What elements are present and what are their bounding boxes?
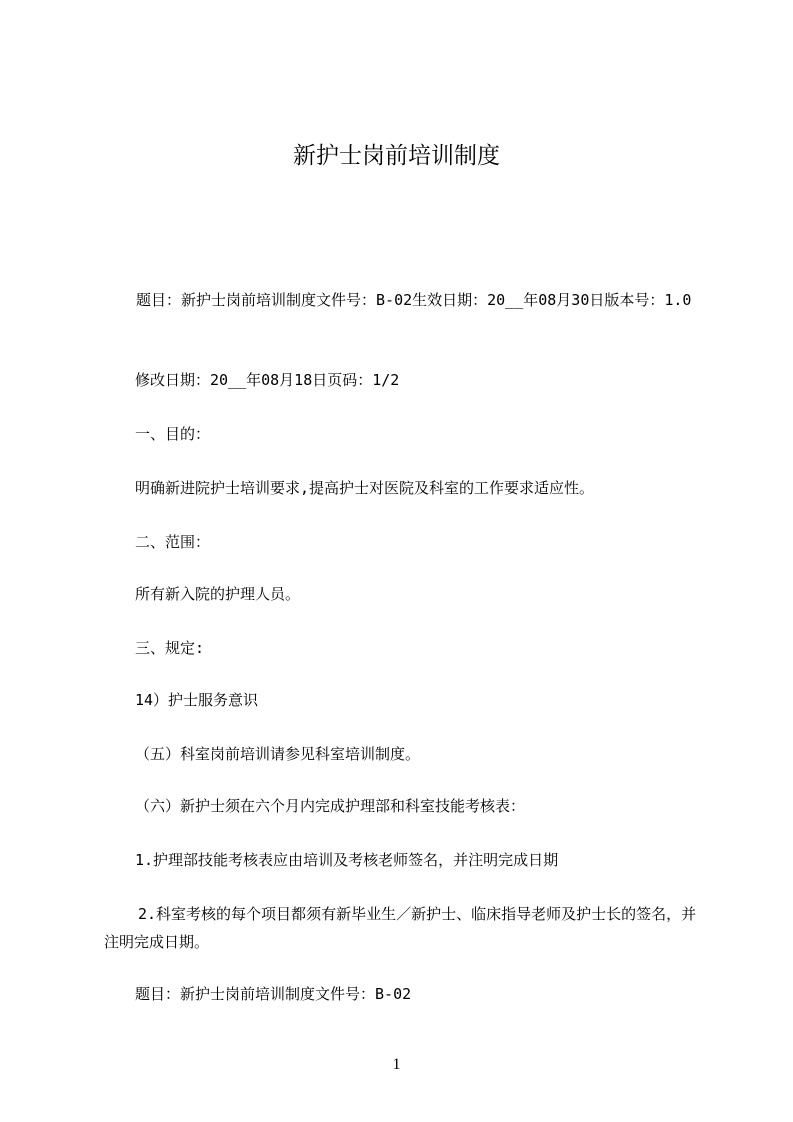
scope-text: 所有新入院的护理人员。 — [135, 585, 301, 603]
rule-item-14: 14）护士服务意识 — [135, 691, 259, 709]
rule-subitem-1: 1.护理部技能考核表应由培训及考核老师签名，并注明完成日期 — [135, 851, 559, 869]
rule-subitem-2: 2.科室考核的每个项目都须有新毕业生／新护士、临床指导老师及护士长的签名，并注明完成日期。 — [104, 905, 697, 951]
section-heading-rules: 三、规定: — [135, 639, 205, 657]
section-heading-scope: 二、范围： — [135, 533, 211, 551]
document-header-repeat: 题目：新护士岗前培训制度文件号：B-02 — [135, 985, 412, 1003]
page-number: 1 — [392, 1056, 401, 1073]
rule-item-5: （五）科室岗前培训请参见科室培训制度。 — [135, 745, 421, 763]
revision-info: 修改日期：20__年08月18日页码：1/2 — [135, 371, 400, 389]
section-heading-purpose: 一、目的： — [135, 425, 211, 443]
rule-item-6: （六）新护士须在六个月内完成护理部和科室技能考核表： — [135, 797, 526, 815]
document-header-info: 题目：新护士岗前培训制度文件号：B-02生效日期：20__年08月30日版本号：1.0 — [136, 291, 692, 309]
purpose-text: 明确新进院护士培训要求,提高护士对医院及科室的工作要求适应性。 — [135, 479, 595, 497]
document-title: 新护士岗前培训制度 — [293, 143, 500, 169]
